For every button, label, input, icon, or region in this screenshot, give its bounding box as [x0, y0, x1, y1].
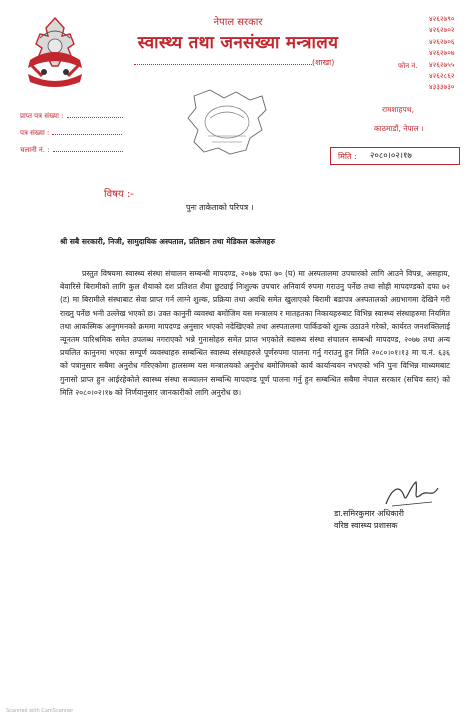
dispatch-number [20, 145, 123, 155]
phone-number: ४२६२७५५ [429, 60, 455, 69]
recipient: श्री सबै सरकारी, निजी, सामुदायिक अस्पताल, प्रतिष्ठान तथा मेडिकल कलेजहरु [60, 237, 275, 246]
phone-number: ४२६२७९० [429, 15, 455, 23]
signer-name: डा.समिरकुमार अधिकारी [334, 509, 404, 518]
phone-list [429, 14, 454, 94]
branch-blank [134, 57, 312, 65]
phone-label: फोन नं. [398, 62, 418, 70]
ministry-seal-icon [180, 88, 276, 160]
address-line-1: रामशाहपथ, [382, 105, 414, 114]
dispatch-number-blank [53, 145, 123, 152]
received-letter-number [20, 111, 123, 121]
phone-number: ४२६२७०७ [429, 49, 455, 58]
phone-number: ४३३३७३० [429, 83, 455, 92]
address-line-2: काठमाडौं, नेपाल । [374, 124, 424, 133]
letter-number-label: पत्र संख्या : [20, 129, 50, 137]
phone-number: ४२६२७०२ [429, 26, 455, 35]
ministry-name: स्वास्थ्य तथा जनसंख्या मन्त्रालय [137, 33, 339, 53]
letter-number-blank [52, 128, 122, 135]
signer-title: वरिष्ठ स्वास्थ्य प्रशासक [334, 521, 398, 530]
date-value: २०८०।०२।१७ [370, 151, 412, 161]
signature-icon [382, 478, 442, 510]
letter-number [20, 128, 122, 138]
dispatch-number-label: चलानी नं. : [20, 146, 50, 154]
subject-text: पुनः ताकेताको परिपत्र । [186, 203, 254, 212]
phone-number: ४२६२७०६ [429, 37, 455, 46]
subject-label: विषय :- [104, 189, 134, 200]
received-letter-number-blank [67, 111, 123, 118]
date-label: मिति : [338, 152, 357, 161]
letter-body: प्रस्तुत विषयमा स्वास्थ्य संस्था संचालन सम्बन्धी मापदण्ड, २०७७ दफा ७० (घ) मा अस्पतालमा उपचारको लागि आउने विपन्न, असहाय, बेवारिसे बिरामीको लागि कुल शैयाको दश प्रतिशत शैया छुट्याई निःशुल्क उपचार अनिवार्य रुपमा गराउनु पर्नेछ तथा सोही मापदण्डको दफा ७२ (ट) मा बिरामीले संस्थाबाट सेवा प्राप्त गर्न लाग्ने शुल्क, प्रक्रिया तथा अवधि समेत खुलाएको बिरामी बडापत्र अस्पतालको अग्रभागमा देखिने गरी राख्नु पर्नेछ भनी उल्लेख भएको छ। उक्त कानुनी व्यवस्था बमोजिम यस मन्त्रालय र मातहतका निकायहरुबाट विभिन्न स्वास्थ्य संस्थाहरुमा नियमित तथा आकस्मिक अनुगमनको क्रममा मापदण्ड अनुसार भएको नदेखिएको तथा अस्पतालमा पार्किङको शुल्क उठाउने गरेको, कार्यरत जनशक्तिलाई न्यूनतम पारिश्रमिक समेत उपलब्ध नगराएको भन्ने गुनासोहरु समेत प्राप्त भएकोले स्वास्थ्य संस्था संचालन सम्बन्धी मापदण्ड, २०७७ तथा अन्य प्रचलित कानुनमा भएका सम्पूर्ण व्यवस्थाहरु सम्बन्धित स्वास्थ्य संस्थाहरुले पूर्णरुपमा पालना गर्नु गराउनु हुन मिति २०८०।०१।१३ मा च.नं. ६३६ को पत्रानुसार सबैमा अनुरोध गरिएकोमा हालसम्म यस मन्त्रालयको अनुरोध बमोजिमको कार्य कार्यान्वयन नभएको भनि पुनः विभिन्न माध्यमबाट गुनासो प्राप्त हुन आईरहेकोले स्वास्थ्य संस्था सञ्चालन सम्बन्धि मापदण्ड पूर्ण पालना गर्नु हुन सम्बन्धित सबैमा नेपाल सरकार (सचिव स्तर) को मिति २०८०।०२।१७ को निर्णयानुसार जानकारीको लागि अनुरोध छ। [60, 269, 450, 397]
phone-number: ४२६२८६२ [429, 72, 455, 81]
branch-suffix: (शाखा) [312, 58, 335, 67]
government-name: नेपाल सरकार [213, 17, 263, 28]
branch-line [134, 57, 344, 68]
scanner-footer: Scanned with CamScanner [6, 708, 74, 714]
received-letter-number-label: प्राप्त पत्र संख्या : [20, 112, 64, 120]
